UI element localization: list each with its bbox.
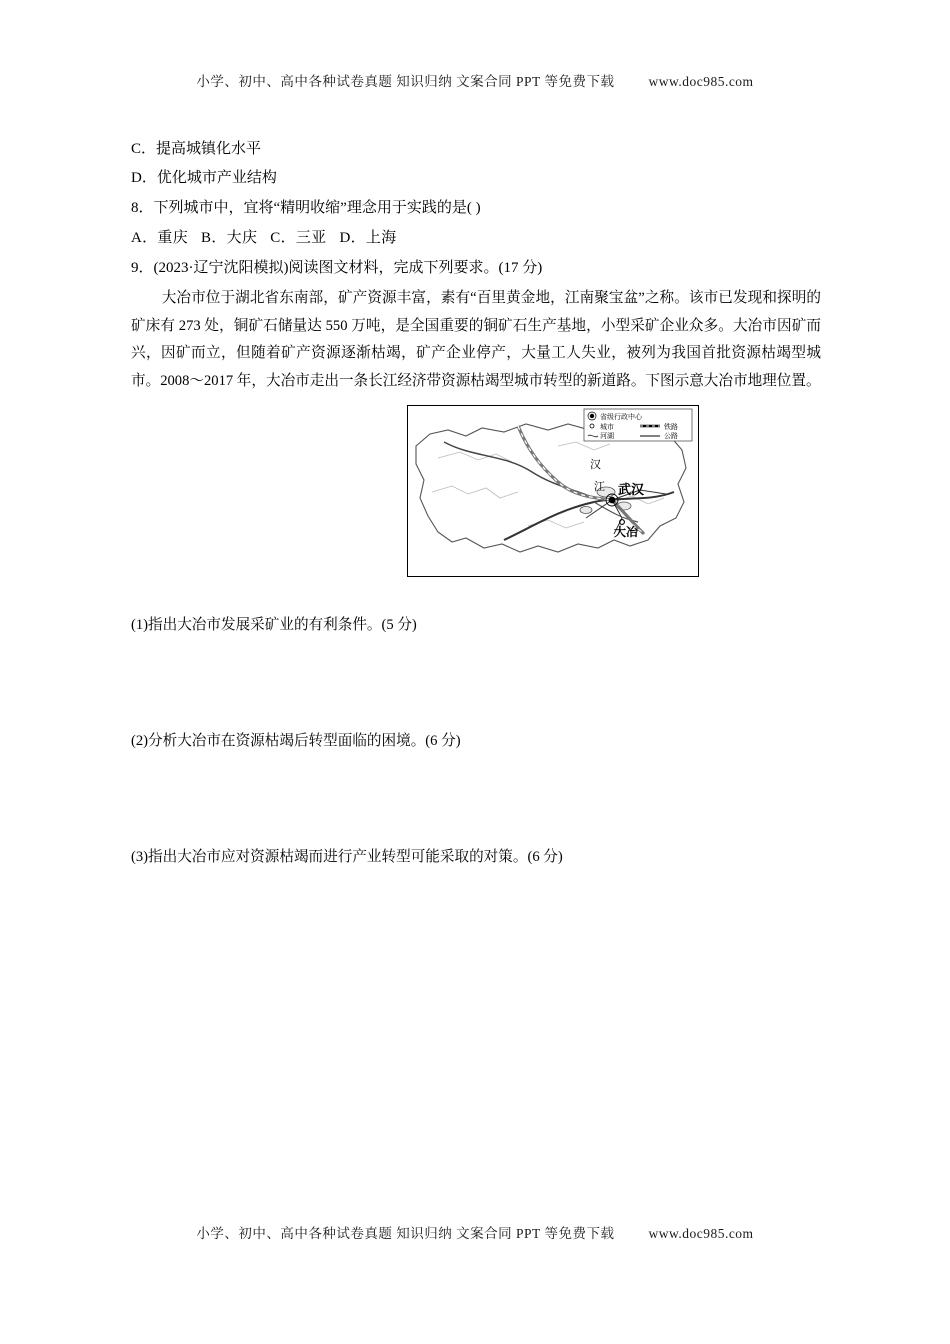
question-8-stem: 8．下列城市中，宜将“精明收缩”理念用于实践的是( ) bbox=[131, 200, 481, 216]
question-9-sub-3: (3)指出大冶市应对资源枯竭而进行产业转型可能采取的对策。(6 分) bbox=[131, 849, 563, 865]
passage-text: 大冶市位于湖北省东南部，矿产资源丰富，素有“百里黄金地，江南聚宝盆”之称。该市已发现和探明的矿床有 273 处，铜矿石储量达 550 万吨，是全国重要的铜矿石生产基地，小型采矿企业众多。大冶市因矿而兴，因矿而立，但随着矿产资源逐渐枯竭，矿产企业停产，大量工人失业，被列为我国首批资源枯竭型城市。2008～2017 年，大冶市走出一条长江经济带资源枯竭型城市转型的新道路。下图示意大冶市地理位置。 bbox=[131, 290, 821, 389]
page-header bbox=[0, 70, 950, 90]
svg-text:公路: 公路 bbox=[664, 432, 678, 440]
svg-text:汉: 汉 bbox=[590, 459, 601, 471]
page-footer bbox=[0, 1222, 950, 1242]
svg-text:江: 江 bbox=[594, 481, 605, 493]
map-figure bbox=[407, 405, 699, 577]
svg-text:大冶: 大冶 bbox=[614, 525, 639, 539]
question-8-choices bbox=[131, 223, 821, 253]
svg-text:铁路: 铁路 bbox=[664, 423, 678, 431]
option-d-prev: D．优化城市产业结构 bbox=[131, 170, 277, 186]
svg-text:城市: 城市 bbox=[600, 423, 614, 431]
option-c-prev: C．提高城镇化水平 bbox=[131, 141, 262, 157]
choice-d: D．上海 bbox=[339, 230, 397, 246]
svg-text:省级行政中心: 省级行政中心 bbox=[600, 413, 642, 421]
svg-text:武汉: 武汉 bbox=[618, 482, 645, 497]
choice-b: B．大庆 bbox=[201, 230, 258, 246]
question-9-passage bbox=[131, 285, 821, 395]
question-9-sub-2: (2)分析大冶市在资源枯竭后转型面临的困境。(6 分) bbox=[131, 733, 461, 749]
question-9-stem: 9．(2023·辽宁沈阳模拟)阅读图文材料，完成下列要求。(17 分) bbox=[131, 260, 543, 276]
svg-text:河湖: 河湖 bbox=[600, 432, 614, 440]
footer-text: 小学、初中、高中各种试卷真题 知识归纳 文案合同 PPT 等免费下载 bbox=[196, 1226, 615, 1241]
footer-url: www.doc985.com bbox=[648, 1226, 754, 1241]
choice-c: C．三亚 bbox=[270, 230, 327, 246]
header-text: 小学、初中、高中各种试卷真题 知识归纳 文案合同 PPT 等免费下载 bbox=[196, 74, 615, 89]
header-url: www.doc985.com bbox=[648, 74, 754, 89]
question-9-sub-1: (1)指出大冶市发展采矿业的有利条件。(5 分) bbox=[131, 617, 417, 633]
choice-a: A．重庆 bbox=[131, 230, 189, 246]
document-content bbox=[131, 135, 821, 871]
